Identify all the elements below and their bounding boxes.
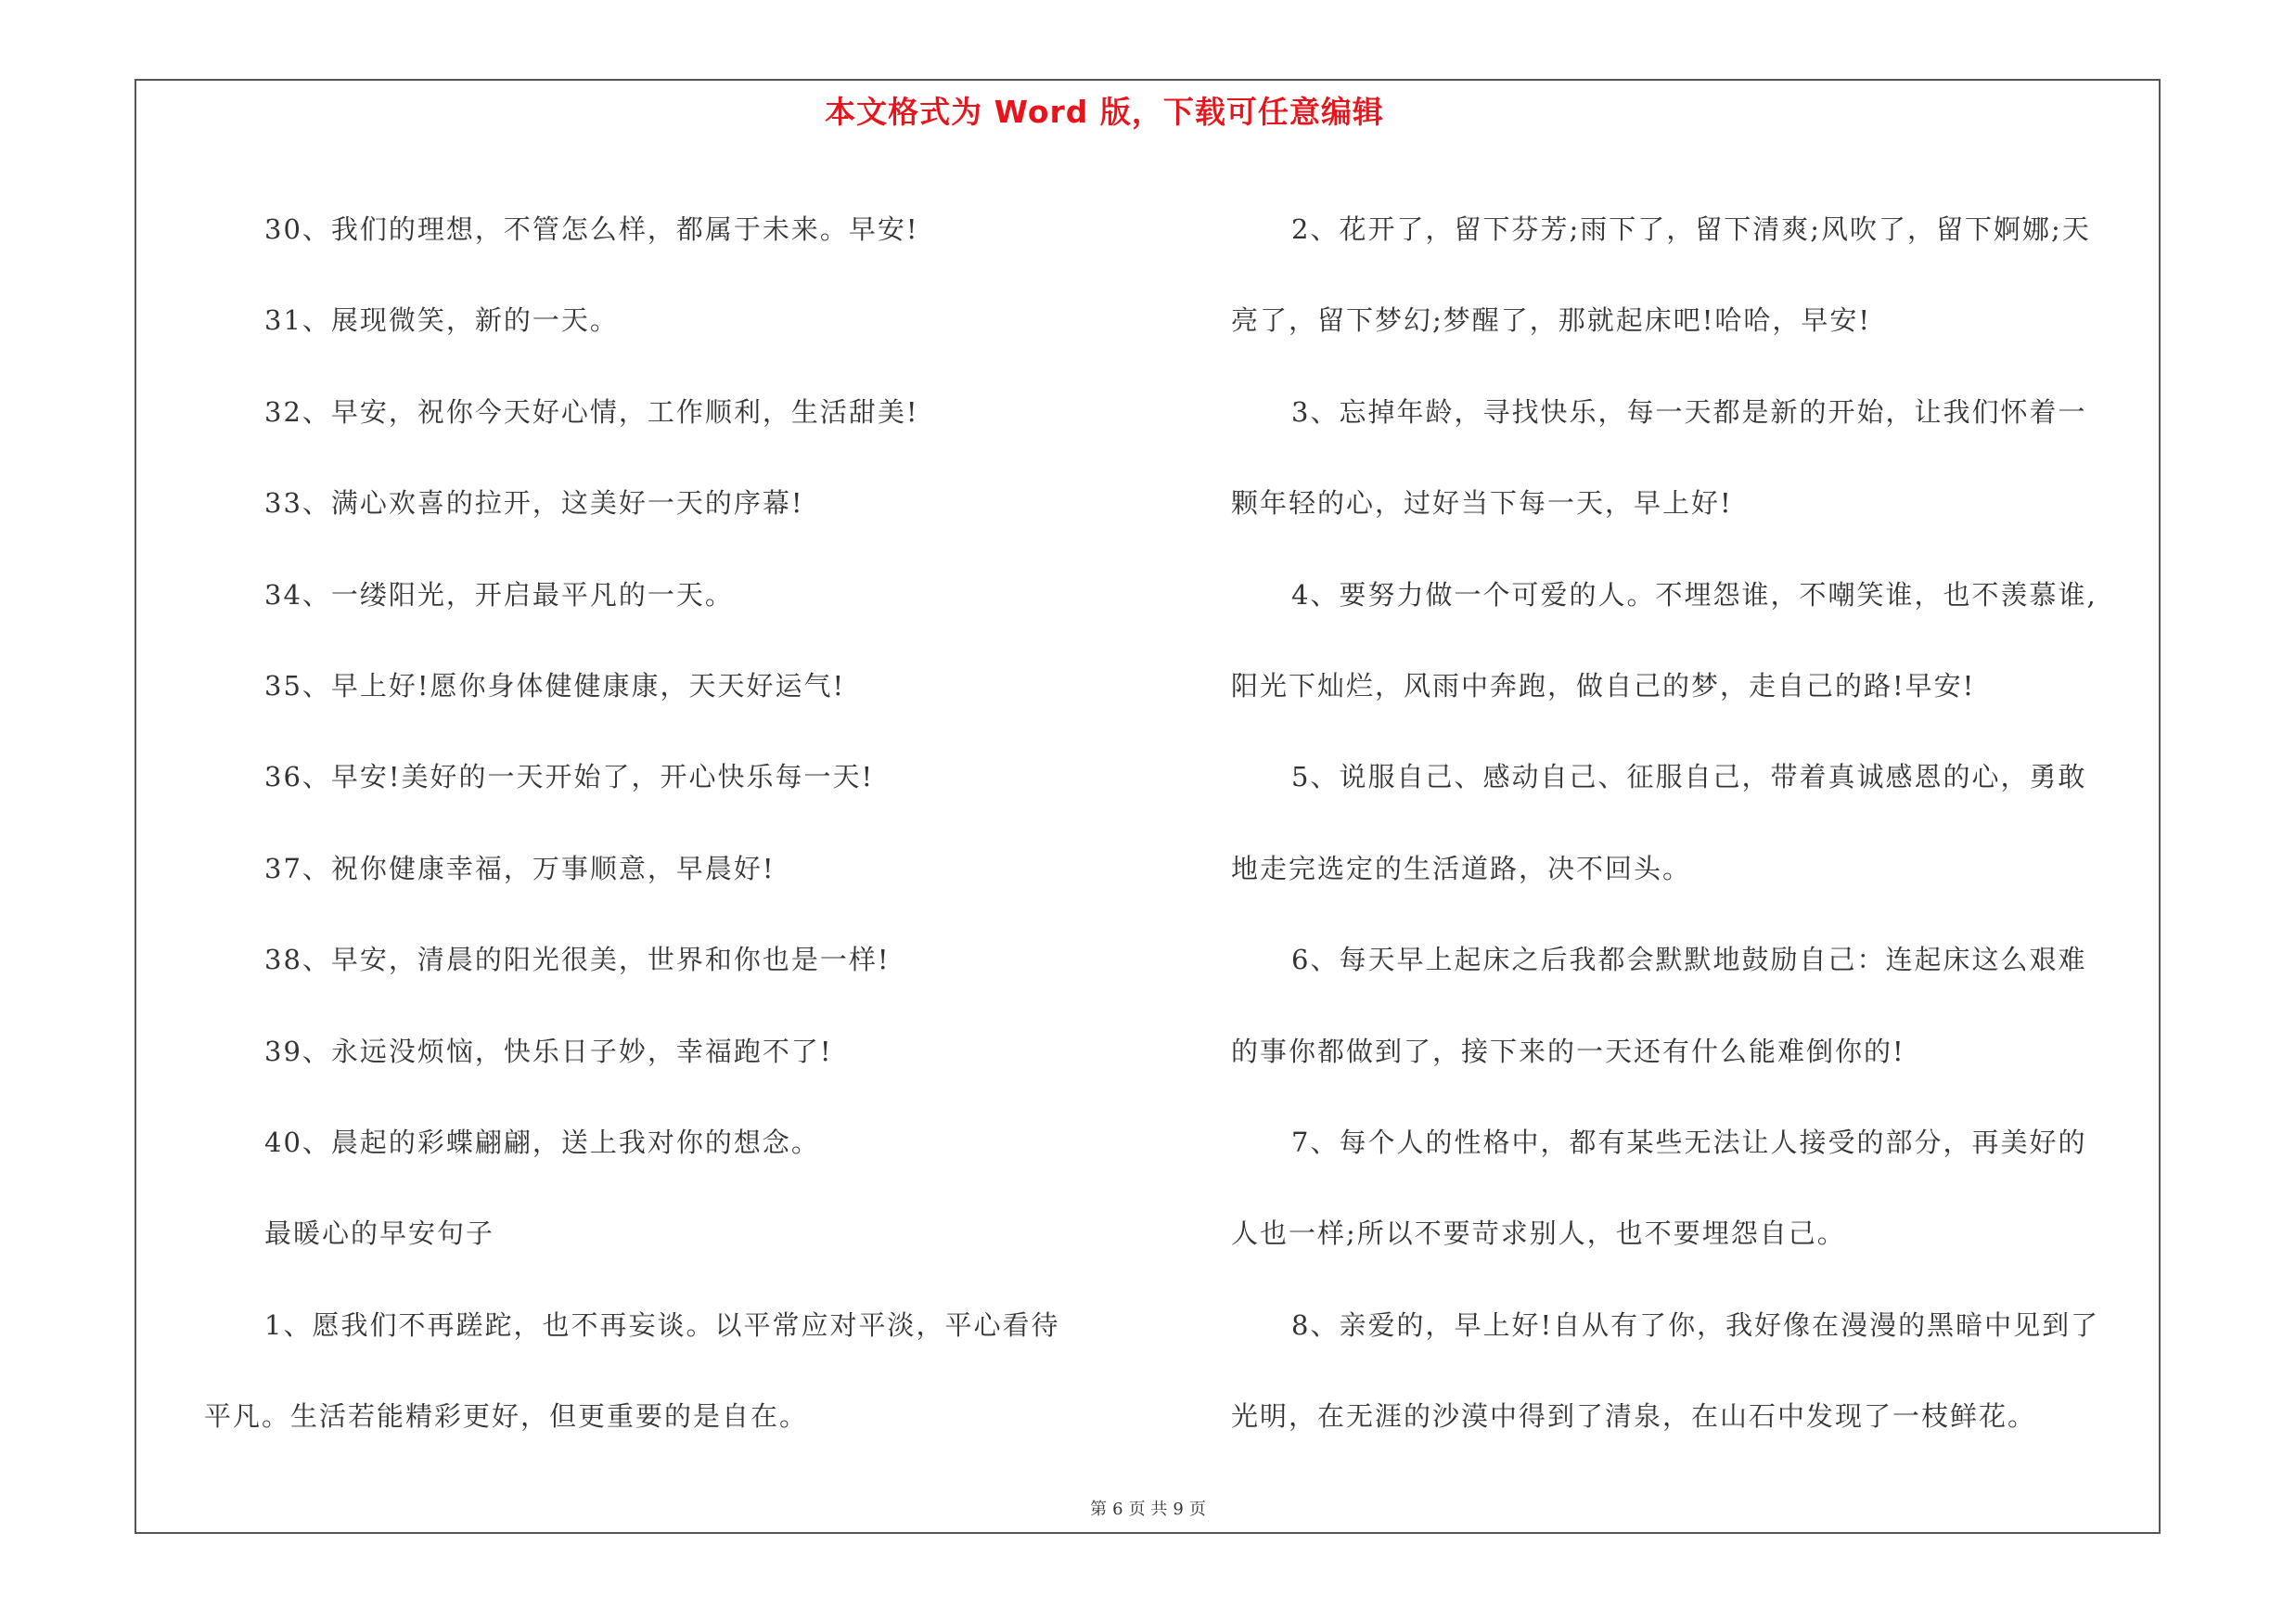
paragraph-line: 颗年轻的心，过好当下每一天，早上好! <box>1231 487 1733 520</box>
paragraph-line: 1、愿我们不再蹉跎，也不再妄谈。以平常应对平淡，平心看待 <box>264 1308 1060 1341</box>
paragraph-line: 8、亲爱的，早上好!自从有了你，我好像在漫漫的黑暗中见到了 <box>1291 1308 2100 1341</box>
paragraph-line: 6、每天早上起床之后我都会默默地鼓励自己：连起床这么艰难 <box>1291 944 2087 976</box>
paragraph-line: 3、忘掉年龄，寻找快乐，每一天都是新的开始，让我们怀着一 <box>1291 395 2087 428</box>
paragraph-line: 32、早安，祝你今天好心情，工作顺利，生活甜美! <box>264 395 919 428</box>
total-page-count: 9 <box>1173 1500 1184 1519</box>
left-column <box>204 184 1141 1462</box>
paragraph-line: 37、祝你健康幸福，万事顺意，早晨好! <box>264 852 776 884</box>
paragraph-line: 亮了，留下梦幻;梦醒了，那就起床吧!哈哈，早安! <box>1231 304 1872 337</box>
paragraph-line: 38、早安，清晨的阳光很美，世界和你也是一样! <box>264 944 891 976</box>
paragraph-line: 36、早安!美好的一天开始了，开心快乐每一天! <box>264 761 875 793</box>
paragraph-line: 2、花开了，留下芬芳;雨下了，留下清爽;风吹了，留下婀娜;天 <box>1291 213 2091 245</box>
paragraph-line: 地走完选定的生活道路，决不回头。 <box>1231 852 1692 884</box>
section-heading: 最暖心的早安句子 <box>264 1217 495 1250</box>
paragraph-line: 5、说服自己、感动自己、征服自己，带着真诚感恩的心，勇敢 <box>1291 761 2087 793</box>
footer-prefix: 第 <box>1090 1500 1108 1519</box>
paragraph-line: 39、永远没烦恼，快乐日子妙，幸福跑不了! <box>264 1035 833 1067</box>
paragraph-line: 光明，在无涯的沙漠中得到了清泉，在山石中发现了一枝鲜花。 <box>1231 1400 2037 1433</box>
paragraph-line: 34、一缕阳光，开启最平凡的一天。 <box>264 578 734 611</box>
right-column <box>1231 184 2173 1462</box>
paragraph-line: 35、早上好!愿你身体健健康康，天天好运气! <box>264 669 846 702</box>
paragraph-line: 阳光下灿烂，风雨中奔跑，做自己的梦，走自己的路!早安! <box>1231 669 1976 702</box>
paragraph-line: 30、我们的理想，不管怎么样，都属于未来。早安! <box>264 213 919 245</box>
paragraph-line: 31、展现微笑，新的一天。 <box>264 304 619 337</box>
page-number-footer <box>0 1496 2296 1520</box>
paragraph-line: 4、要努力做一个可爱的人。不埋怨谁，不嘲笑谁，也不羡慕谁, <box>1291 578 2097 611</box>
paragraph-line: 人也一样;所以不要苛求别人，也不要埋怨自己。 <box>1231 1217 1846 1250</box>
current-page-number: 6 <box>1112 1500 1123 1519</box>
paragraph-line: 的事你都做到了，接下来的一天还有什么能难倒你的! <box>1231 1035 1905 1067</box>
paragraph-line: 平凡。生活若能精彩更好，但更重要的是自在。 <box>204 1400 809 1433</box>
paragraph-line: 7、每个人的性格中，都有某些无法让人接受的部分，再美好的 <box>1291 1126 2087 1158</box>
footer-suffix: 页 <box>1188 1500 1206 1519</box>
paragraph-line: 40、晨起的彩蝶翩翩，送上我对你的想念。 <box>264 1126 820 1158</box>
footer-middle: 页 共 <box>1128 1500 1168 1519</box>
banner-title: 本文格式为 Word 版，下载可任意编辑 <box>825 94 1384 130</box>
paragraph-line: 33、满心欢喜的拉开，这美好一天的序幕! <box>264 487 804 520</box>
